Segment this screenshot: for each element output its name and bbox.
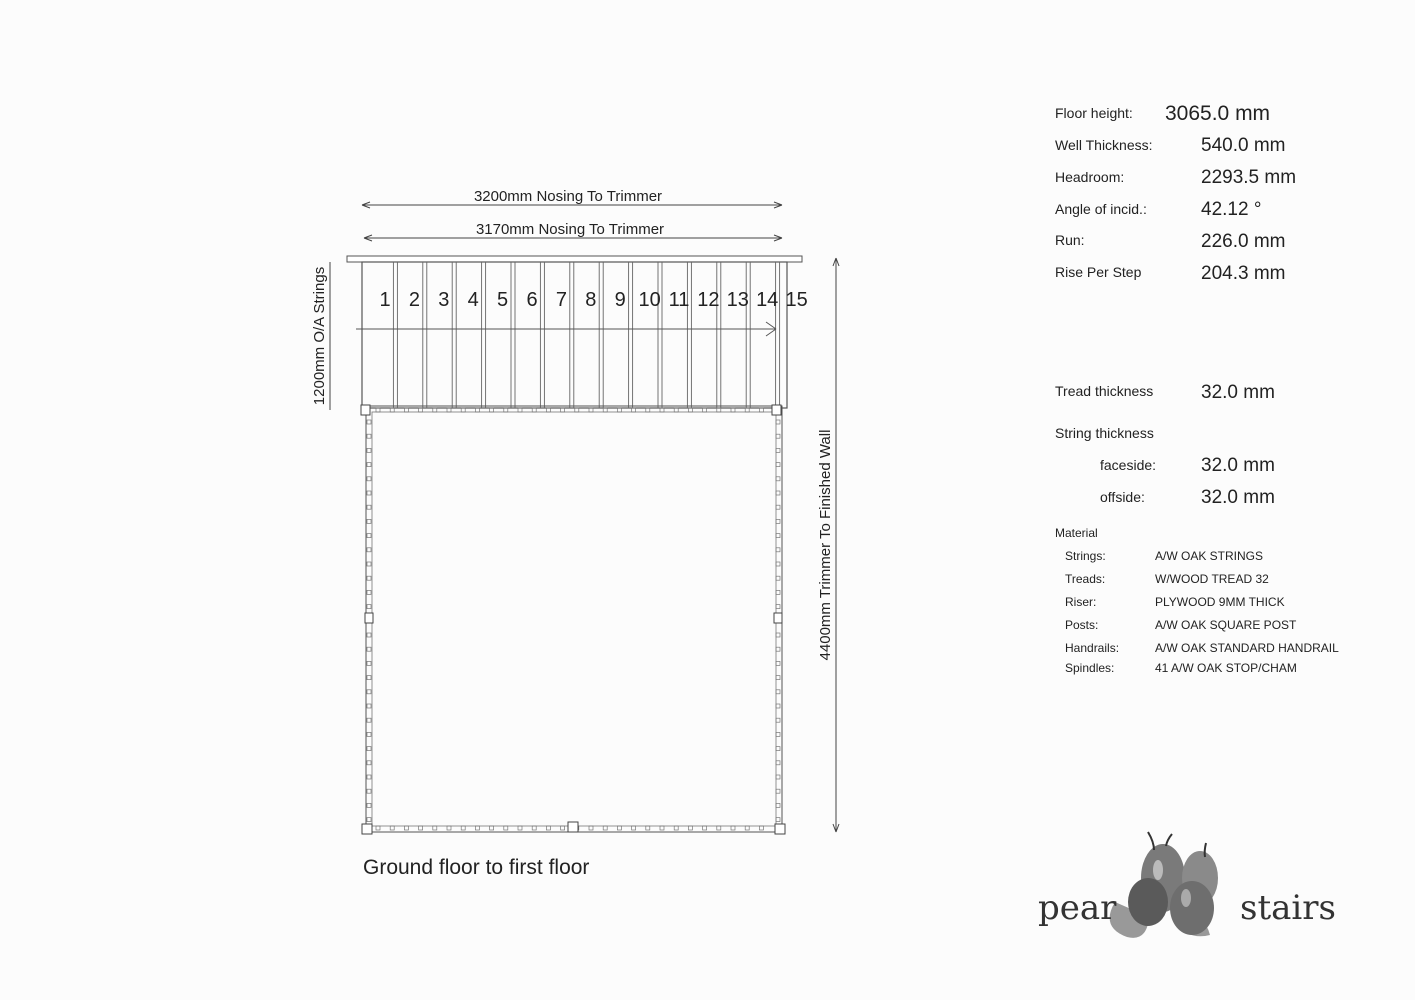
baluster	[367, 775, 371, 779]
baluster	[776, 718, 780, 722]
baluster	[461, 408, 465, 412]
baluster	[367, 463, 371, 467]
material-value: A/W OAK SQUARE POST	[1155, 618, 1297, 632]
step-number: 1	[379, 289, 391, 311]
baluster	[776, 818, 780, 822]
baluster	[674, 826, 678, 830]
baluster	[367, 448, 371, 452]
baluster	[546, 408, 550, 412]
baluster	[561, 826, 565, 830]
baluster	[776, 747, 780, 751]
baluster	[646, 826, 650, 830]
brand-name-left: pear	[1038, 888, 1117, 928]
baluster	[367, 789, 371, 793]
baluster	[475, 826, 479, 830]
material-value: W/WOOD TREAD 32	[1155, 572, 1269, 586]
baluster	[776, 562, 780, 566]
headroom-label: Headroom:	[1055, 169, 1125, 185]
newel-post	[365, 613, 373, 623]
baluster	[367, 519, 371, 523]
baluster	[367, 548, 371, 552]
baluster	[367, 661, 371, 665]
baluster	[674, 408, 678, 412]
baluster	[518, 408, 522, 412]
baluster	[759, 826, 763, 830]
baluster	[660, 826, 664, 830]
brand-name-right: stairs	[1240, 888, 1336, 928]
baluster	[617, 826, 621, 830]
baluster	[589, 826, 593, 830]
baluster	[776, 434, 780, 438]
step-number: 9	[614, 289, 626, 311]
baluster	[404, 826, 408, 830]
baluster	[461, 826, 465, 830]
step-number: 14	[756, 289, 779, 311]
step-number: 11	[668, 289, 690, 311]
string-thickness-label: String thickness	[1055, 425, 1154, 441]
baluster	[731, 826, 735, 830]
baluster	[376, 408, 380, 412]
newel-post	[361, 405, 370, 415]
baluster	[367, 761, 371, 765]
baluster	[367, 676, 371, 680]
step-number: 10	[638, 289, 661, 311]
step-numbers	[379, 289, 807, 311]
material-label: Riser:	[1065, 595, 1097, 609]
rise-label: Rise Per Step	[1055, 264, 1142, 280]
dim-right-label: 4400mm Trimmer To Finished Wall	[817, 429, 834, 661]
stair-flight	[347, 256, 808, 408]
baluster	[776, 803, 780, 807]
baluster	[532, 826, 536, 830]
dim-top-inner	[364, 221, 782, 241]
baluster	[367, 477, 371, 481]
baluster	[367, 491, 371, 495]
baluster	[776, 519, 780, 523]
newel-post	[774, 613, 782, 623]
baluster	[419, 826, 423, 830]
baluster	[376, 826, 380, 830]
material-label: Spindles:	[1065, 661, 1115, 675]
baluster	[367, 605, 371, 609]
dim-left-label: 1200mm O/A Strings	[311, 266, 328, 406]
baluster	[367, 647, 371, 651]
baluster	[776, 548, 780, 552]
baluster	[490, 408, 494, 412]
step-number: 13	[726, 289, 749, 311]
dim-left	[311, 262, 330, 410]
baluster	[546, 826, 550, 830]
faceside-value: 32.0 mm	[1201, 455, 1275, 476]
step-number: 4	[467, 289, 479, 311]
baluster	[745, 826, 749, 830]
material-label: Strings:	[1065, 549, 1106, 563]
baluster	[603, 408, 607, 412]
newel-post	[775, 824, 785, 834]
baluster	[688, 408, 692, 412]
baluster	[447, 826, 451, 830]
baluster	[447, 408, 451, 412]
baluster	[561, 408, 565, 412]
newel-post	[772, 405, 781, 415]
baluster	[776, 505, 780, 509]
run-value: 226.0 mm	[1201, 231, 1286, 252]
dim-top-outer	[362, 188, 782, 208]
material-value: A/W OAK STRINGS	[1155, 549, 1264, 563]
baluster	[776, 633, 780, 637]
baluster	[617, 408, 621, 412]
landing-area	[361, 405, 785, 834]
angle-value: 42.12 °	[1201, 199, 1262, 220]
baluster	[504, 408, 508, 412]
headroom-value: 2293.5 mm	[1201, 167, 1297, 188]
baluster	[367, 534, 371, 538]
baluster	[367, 732, 371, 736]
baluster	[367, 690, 371, 694]
baluster	[367, 633, 371, 637]
newel-post	[568, 822, 578, 832]
baluster	[589, 408, 593, 412]
run-label: Run:	[1055, 232, 1085, 248]
material-value: A/W OAK STANDARD HANDRAIL	[1155, 641, 1339, 655]
baluster	[632, 826, 636, 830]
baluster	[367, 420, 371, 424]
step-number: 8	[585, 289, 597, 311]
baluster	[776, 661, 780, 665]
baluster	[759, 408, 763, 412]
baluster	[703, 826, 707, 830]
baluster	[776, 647, 780, 651]
drawing-caption: Ground floor to first floor	[363, 856, 590, 879]
baluster	[660, 408, 664, 412]
tread-thickness-value: 32.0 mm	[1201, 382, 1275, 403]
floor-height-value: 3065.0 mm	[1165, 102, 1271, 125]
baluster	[367, 434, 371, 438]
floor-height-label: Floor height:	[1055, 105, 1133, 121]
well-thickness-label: Well Thickness:	[1055, 137, 1153, 153]
baluster	[776, 732, 780, 736]
rise-value: 204.3 mm	[1201, 263, 1286, 284]
material-value: PLYWOOD 9MM THICK	[1155, 595, 1285, 609]
baluster	[367, 803, 371, 807]
step-number: 3	[438, 289, 450, 311]
angle-label: Angle of incid.:	[1055, 201, 1147, 217]
baluster	[646, 408, 650, 412]
baluster	[703, 408, 707, 412]
baluster	[688, 826, 692, 830]
material-heading: Material	[1055, 526, 1098, 540]
step-number: 6	[526, 289, 538, 311]
baluster	[433, 826, 437, 830]
baluster	[776, 761, 780, 765]
baluster	[632, 408, 636, 412]
offside-label: offside:	[1100, 489, 1145, 505]
baluster	[367, 562, 371, 566]
baluster	[367, 505, 371, 509]
pear-logo	[1110, 832, 1218, 938]
step-number: 12	[697, 289, 720, 311]
baluster	[433, 408, 437, 412]
baluster	[390, 408, 394, 412]
baluster	[776, 704, 780, 708]
dim-top-inner-label: 3170mm Nosing To Trimmer	[475, 221, 665, 238]
baluster	[367, 747, 371, 751]
tread-thickness-label: Tread thickness	[1055, 383, 1154, 399]
baluster	[367, 818, 371, 822]
baluster	[776, 534, 780, 538]
baluster	[404, 408, 408, 412]
step-number: 5	[497, 289, 509, 311]
baluster	[731, 408, 735, 412]
baluster	[490, 826, 494, 830]
baluster	[419, 408, 423, 412]
baluster	[518, 826, 522, 830]
baluster	[776, 605, 780, 609]
baluster	[717, 826, 721, 830]
faceside-label: faceside:	[1100, 457, 1157, 473]
material-label: Handrails:	[1065, 641, 1120, 655]
baluster	[776, 463, 780, 467]
baluster	[575, 408, 579, 412]
baluster	[776, 477, 780, 481]
baluster	[367, 590, 371, 594]
material-value: 41 A/W OAK STOP/CHAM	[1155, 661, 1297, 675]
baluster	[776, 590, 780, 594]
step-number: 2	[408, 289, 420, 311]
baluster	[390, 826, 394, 830]
baluster	[776, 676, 780, 680]
baluster	[776, 775, 780, 779]
baluster	[776, 789, 780, 793]
baluster	[603, 826, 607, 830]
baluster	[776, 420, 780, 424]
baluster	[367, 576, 371, 580]
baluster	[745, 408, 749, 412]
baluster	[532, 408, 536, 412]
baluster	[776, 448, 780, 452]
newel-post	[362, 824, 372, 834]
tread-lines	[393, 262, 779, 408]
baluster	[504, 826, 508, 830]
baluster	[776, 491, 780, 495]
material-label: Posts:	[1065, 618, 1099, 632]
baluster	[776, 690, 780, 694]
offside-value: 32.0 mm	[1201, 487, 1275, 508]
step-number: 7	[555, 289, 567, 311]
dim-right	[817, 258, 839, 832]
baluster	[367, 704, 371, 708]
baluster	[717, 408, 721, 412]
material-label: Treads:	[1065, 572, 1106, 586]
step-number: 15	[785, 289, 808, 311]
baluster	[367, 718, 371, 722]
baluster	[475, 408, 479, 412]
dim-top-outer-label: 3200mm Nosing To Trimmer	[473, 188, 663, 205]
well-thickness-value: 540.0 mm	[1201, 135, 1286, 156]
baluster	[776, 576, 780, 580]
baluster-ticks	[367, 408, 780, 830]
